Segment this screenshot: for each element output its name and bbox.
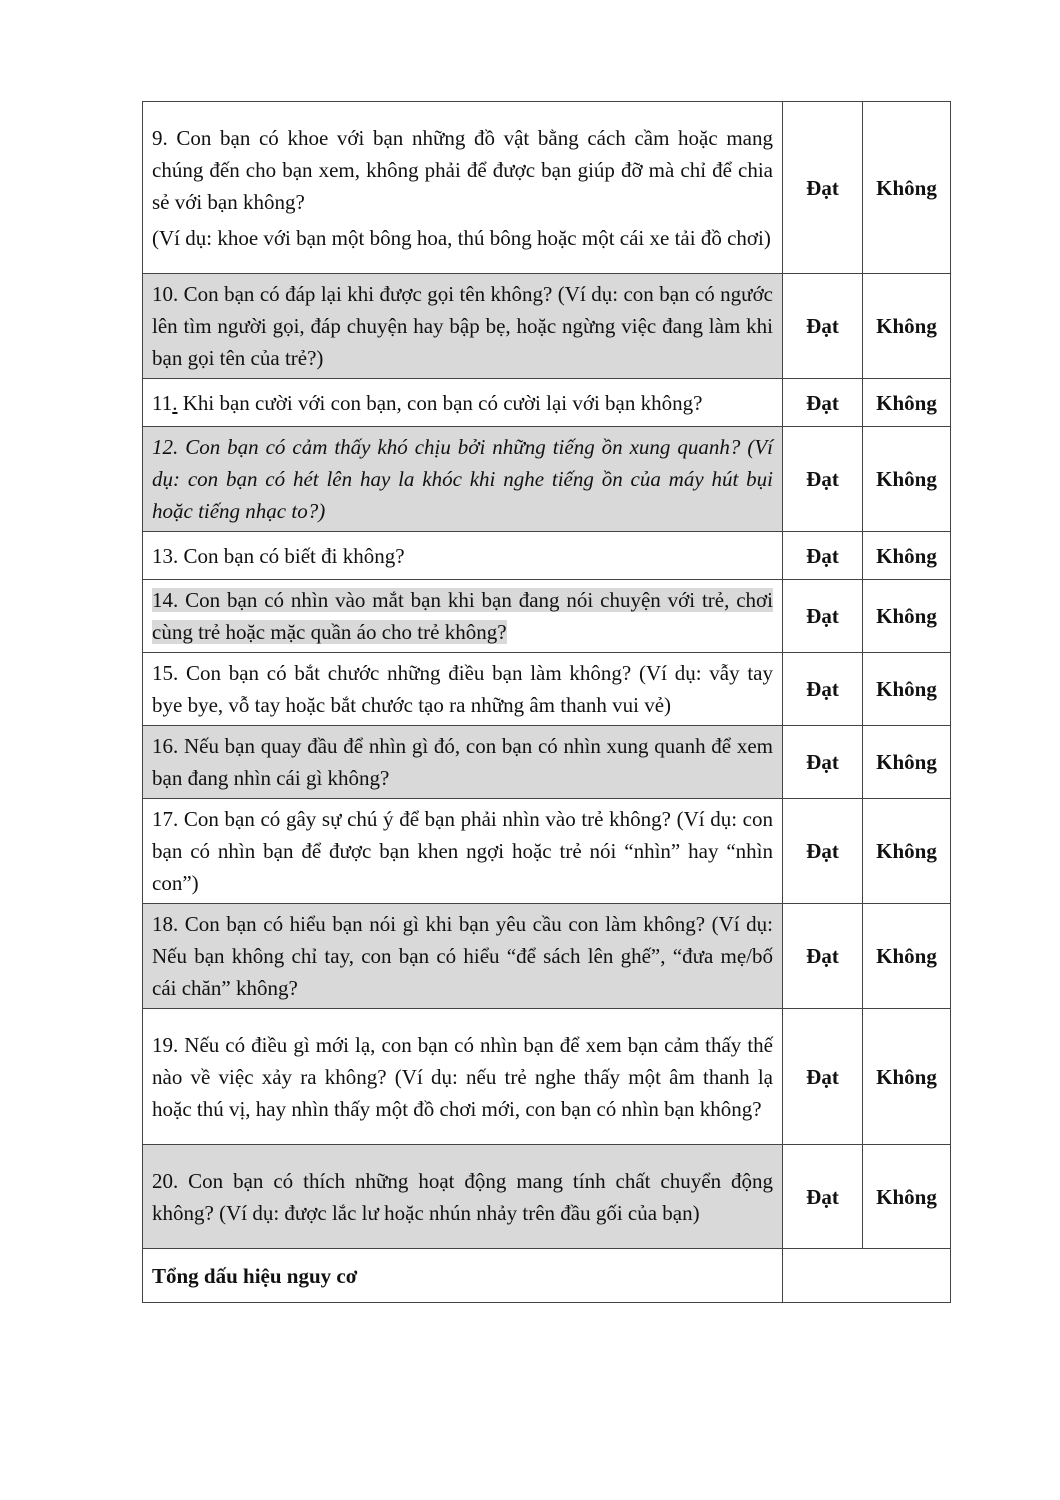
option-fail[interactable]: Không [863, 580, 951, 653]
option-fail[interactable]: Không [863, 1145, 951, 1249]
option-fail[interactable]: Không [863, 799, 951, 904]
question-text-cell [143, 379, 783, 427]
question-text: 20. Con bạn có thích những hoạt động mang tính chất chuyển động không? (Ví dụ: được lắc lư hoặc nhún nhảy trên đầu gối của bạn) [143, 1145, 783, 1249]
option-fail[interactable]: Không [863, 726, 951, 799]
total-value-cell[interactable] [783, 1249, 951, 1303]
question-text-cell [143, 580, 783, 653]
question-row-17 [143, 799, 951, 904]
question-text: 9. Con bạn có khoe với bạn những đồ vật bằng cách cầm hoặc mang chúng đến cho bạn xem, không phải để được bạn giúp đỡ mà chỉ để chia sẻ với bạn không? [152, 125, 773, 214]
option-pass[interactable]: Đạt [783, 1145, 863, 1249]
question-text: 12. Con bạn có cảm thấy khó chịu bởi những tiếng ồn xung quanh? (Ví dụ: con bạn có hét lên hay la khóc khi nghe tiếng ồn của máy hút bụi hoặc tiếng nhạc to?) [143, 427, 783, 532]
question-row-14 [143, 580, 951, 653]
question-text: Khi bạn cười với con bạn, con bạn có cười lại với bạn không? [177, 390, 703, 415]
question-text: 17. Con bạn có gây sự chú ý để bạn phải nhìn vào trẻ không? (Ví dụ: con bạn có nhìn bạn để được bạn khen ngợi hoặc trẻ nói “nhìn” hay “nhìn con”) [143, 799, 783, 904]
option-fail[interactable]: Không [863, 274, 951, 379]
option-pass[interactable]: Đạt [783, 379, 863, 427]
question-number-mark: . [172, 390, 178, 415]
option-pass[interactable]: Đạt [783, 102, 863, 274]
question-text: 10. Con bạn có đáp lại khi được gọi tên không? (Ví dụ: con bạn có ngước lên tìm người gọi, đáp chuyện hay bập bẹ, hoặc ngừng việc đang làm khi bạn gọi tên của trẻ?) [143, 274, 783, 379]
question-text: 13. Con bạn có biết đi không? [143, 532, 783, 580]
question-row-19 [143, 1009, 951, 1145]
question-row-16 [143, 726, 951, 799]
screening-checklist-table [142, 101, 951, 1303]
option-fail[interactable]: Không [863, 102, 951, 274]
option-pass[interactable]: Đạt [783, 1009, 863, 1145]
question-row-9 [143, 102, 951, 274]
question-example: (Ví dụ: khoe với bạn một bông hoa, thú bông hoặc một cái xe tải đồ chơi) [152, 225, 771, 250]
question-row-11 [143, 379, 951, 427]
question-text: 14. Con bạn có nhìn vào mắt bạn khi bạn đang nói chuyện với trẻ, chơi cùng trẻ hoặc mặc quần áo cho trẻ không? [152, 588, 773, 644]
option-pass[interactable]: Đạt [783, 653, 863, 726]
total-label: Tổng dấu hiệu nguy cơ [143, 1249, 783, 1303]
question-text: 16. Nếu bạn quay đầu để nhìn gì đó, con bạn có nhìn xung quanh để xem bạn đang nhìn cái gì không? [143, 726, 783, 799]
question-row-15 [143, 653, 951, 726]
question-text: 18. Con bạn có hiểu bạn nói gì khi bạn yêu cầu con làm không? (Ví dụ: Nếu bạn không chỉ tay, con bạn có hiểu “để sách lên ghế”, “đưa mẹ/bố cái chăn” không? [143, 904, 783, 1009]
option-pass[interactable]: Đạt [783, 904, 863, 1009]
question-row-12 [143, 427, 951, 532]
question-row-18 [143, 904, 951, 1009]
option-fail[interactable]: Không [863, 427, 951, 532]
option-pass[interactable]: Đạt [783, 427, 863, 532]
option-pass[interactable]: Đạt [783, 726, 863, 799]
question-row-20 [143, 1145, 951, 1249]
total-row [143, 1249, 951, 1303]
option-fail[interactable]: Không [863, 532, 951, 580]
option-fail[interactable]: Không [863, 379, 951, 427]
option-pass[interactable]: Đạt [783, 532, 863, 580]
question-number: 11 [152, 390, 173, 415]
option-pass[interactable]: Đạt [783, 274, 863, 379]
question-row-10 [143, 274, 951, 379]
question-text: 15. Con bạn có bắt chước những điều bạn làm không? (Ví dụ: vẫy tay bye bye, vỗ tay hoặc bắt chước tạo ra những âm thanh vui vẻ) [143, 653, 783, 726]
option-fail[interactable]: Không [863, 653, 951, 726]
option-fail[interactable]: Không [863, 1009, 951, 1145]
option-pass[interactable]: Đạt [783, 799, 863, 904]
option-pass[interactable]: Đạt [783, 580, 863, 653]
question-text: 19. Nếu có điều gì mới lạ, con bạn có nhìn bạn để xem bạn cảm thấy thế nào về việc xảy ra không? (Ví dụ: nếu trẻ nghe thấy một âm thanh lạ hoặc thú vị, hay nhìn thấy một đồ chơi mới, con bạn có nhìn bạn không? [143, 1009, 783, 1145]
question-text-cell [143, 102, 783, 274]
option-fail[interactable]: Không [863, 904, 951, 1009]
question-row-13 [143, 532, 951, 580]
